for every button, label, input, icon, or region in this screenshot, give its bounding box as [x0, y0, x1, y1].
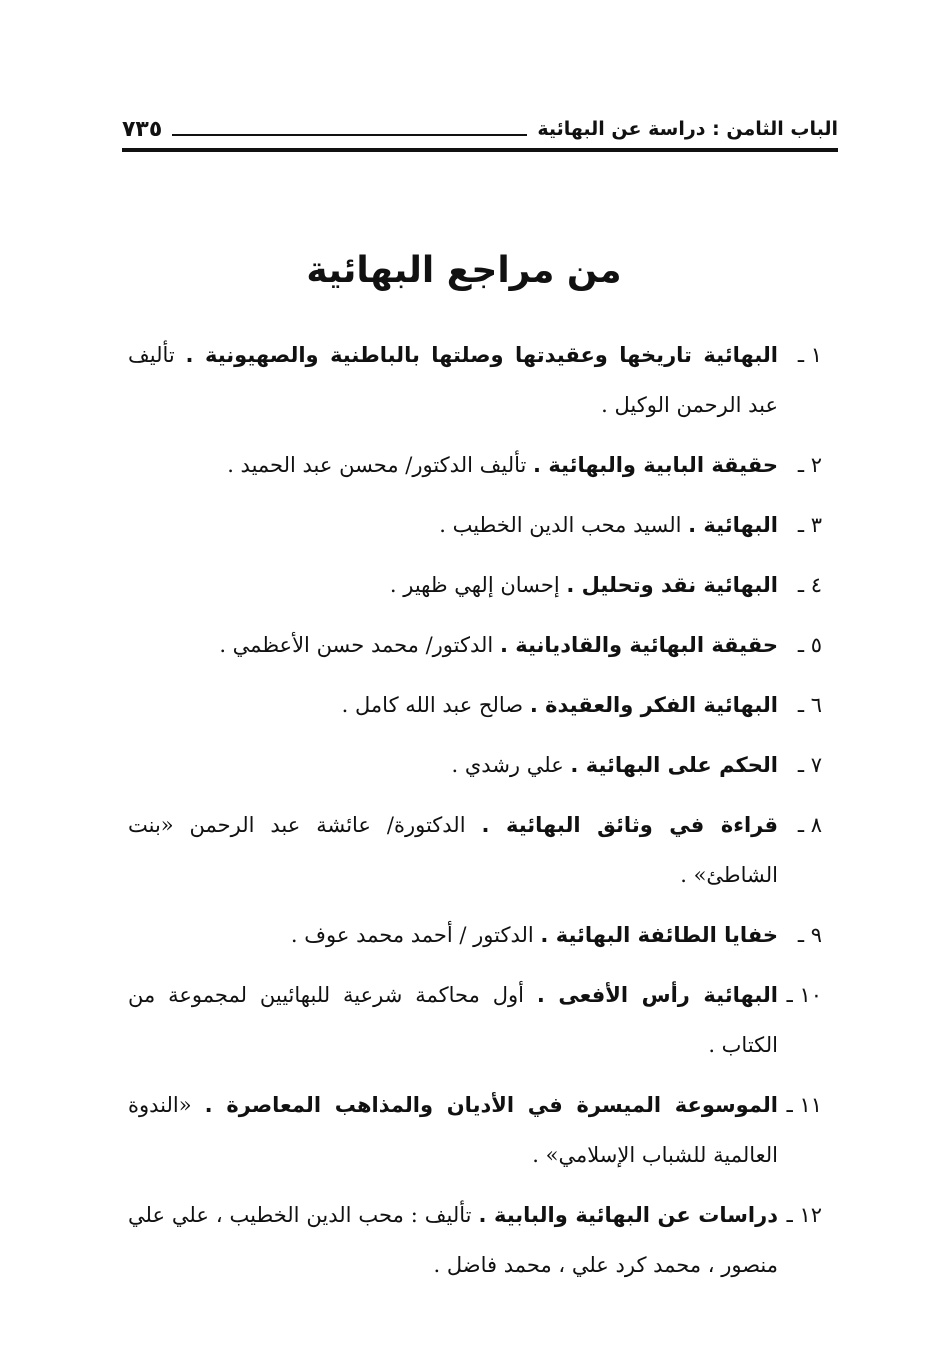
reference-list — [128, 330, 822, 1300]
reference-author: تأليف عبد الرحمن الوكيل . — [128, 343, 778, 417]
reference-title: الموسوعة الميسرة في الأديان والمذاهب المعاصرة . — [204, 1093, 778, 1117]
reference-author: أول محاكمة شرعية للبهائيين لمجموعة من الكتاب . — [128, 983, 778, 1057]
reference-title: دراسات عن البهائية والبابية . — [478, 1203, 778, 1227]
reference-title: البهائية رأس الأفعى . — [536, 983, 778, 1007]
reference-item — [128, 680, 822, 730]
reference-title: قراءة في وثائق البهائية . — [481, 813, 778, 837]
header-rule — [122, 148, 838, 152]
reference-item — [128, 800, 822, 900]
reference-item — [128, 970, 822, 1070]
reference-title: البهائية . — [688, 513, 778, 537]
reference-number: ١ ـ — [797, 343, 822, 367]
reference-number: ٨ ـ — [797, 813, 822, 837]
reference-author: الدكتور/ محمد حسن الأعظمي . — [219, 633, 494, 657]
page-number: ٧٣٥ — [122, 117, 163, 142]
reference-number: ١١ ـ — [786, 1093, 822, 1117]
reference-item — [128, 1080, 822, 1180]
reference-author: الدكتور / أحمد محمد عوف . — [290, 923, 534, 947]
reference-number: ٦ ـ — [797, 693, 822, 717]
reference-title: حقيقة البهائية والقاديانية . — [499, 633, 778, 657]
reference-author: صالح عبد الله كامل . — [341, 693, 524, 717]
running-title: الباب الثامن : دراسة عن البهائية — [537, 118, 838, 140]
reference-author: تأليف الدكتور/ محسن عبد الحميد . — [227, 453, 527, 477]
reference-item — [128, 330, 822, 430]
reference-title: حقيقة البابية والبهائية . — [533, 453, 778, 477]
reference-author: علي رشدي . — [451, 753, 564, 777]
reference-item — [128, 1190, 822, 1290]
running-header — [122, 108, 838, 148]
reference-author: السيد محب الدين الخطيب . — [439, 513, 682, 537]
reference-title: خفايا الطائفة البهائية . — [540, 923, 778, 947]
reference-item — [128, 740, 822, 790]
reference-item — [128, 620, 822, 670]
reference-number: ١٢ ـ — [786, 1203, 822, 1227]
reference-number: ٧ ـ — [797, 753, 822, 777]
reference-item — [128, 500, 822, 550]
reference-title: البهائية الفكر والعقيدة . — [529, 693, 778, 717]
reference-title: البهائية نقد وتحليل . — [566, 573, 778, 597]
reference-number: ٣ ـ — [797, 513, 822, 537]
reference-number: ٢ ـ — [797, 453, 822, 477]
reference-title: الحكم على البهائية . — [570, 753, 778, 777]
reference-number: ٥ ـ — [797, 633, 822, 657]
reference-number: ٩ ـ — [797, 923, 822, 947]
reference-author: إحسان إلهي ظهير . — [389, 573, 560, 597]
reference-number: ١٠ ـ — [786, 983, 822, 1007]
reference-number: ٤ ـ — [797, 573, 822, 597]
reference-author: «الندوة العالمية للشباب الإسلامي» . — [128, 1093, 778, 1167]
reference-author: الدكتورة/ عائشة عبد الرحمن «بنت الشاطئ» . — [128, 813, 778, 887]
reference-item — [128, 910, 822, 960]
header-dash-line — [172, 134, 527, 136]
reference-item — [128, 560, 822, 610]
section-title: من مراجع البهائية — [306, 250, 622, 291]
reference-title: البهائية تاريخها وعقيدتها وصلتها بالباطنية والصهيونية . — [185, 343, 778, 367]
reference-author: تأليف : محب الدين الخطيب ، علي علي منصور ، محمد كرد علي ، محمد فاضل . — [128, 1203, 778, 1277]
reference-item — [128, 440, 822, 490]
